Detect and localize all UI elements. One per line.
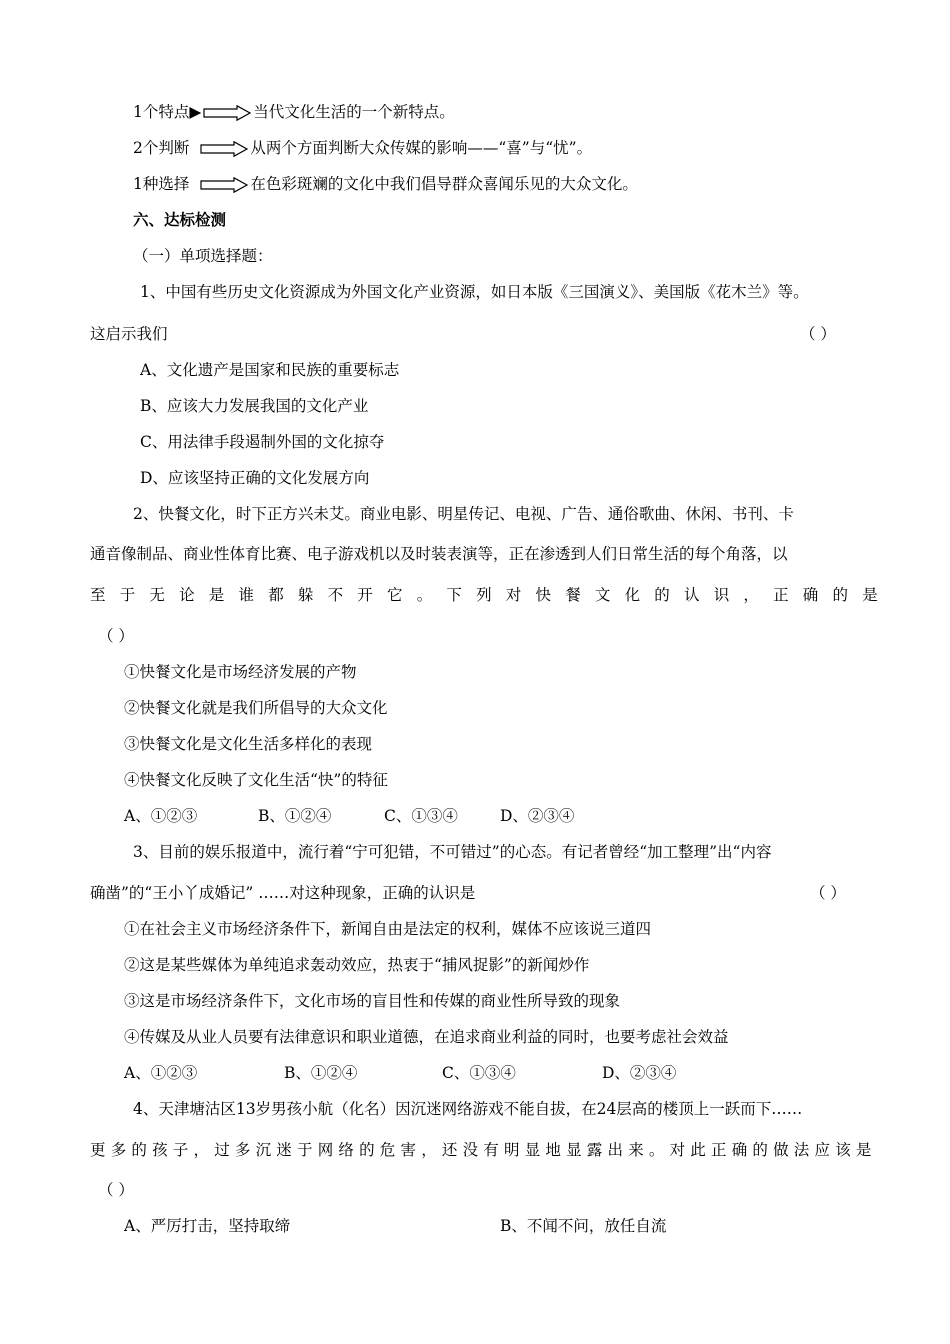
q3-choice-b: B、①②④ bbox=[284, 1064, 358, 1082]
q3-choice-d: D、②③④ bbox=[602, 1064, 677, 1082]
q2-choice-c: C、①③④ bbox=[384, 807, 458, 825]
q2-answer-blank: （ ） bbox=[98, 627, 134, 645]
q2-choice-a: A、①②③ bbox=[124, 807, 198, 825]
q3-line-1: 3、目前的娱乐报道中，流行着“宁可犯错，不可错过”的心态。有记者曾经“加工整理”出“内容 bbox=[133, 843, 772, 861]
hollow-arrow-icon bbox=[203, 105, 251, 121]
q2-statement-1: ①快餐文化是市场经济发展的产物 bbox=[124, 663, 357, 681]
q3-statement-1: ①在社会主义市场经济条件下，新闻自由是法定的权利，媒体不应该说三道四 bbox=[124, 920, 652, 938]
summary-line-1 bbox=[133, 102, 455, 122]
q3-choice-c: C、①③④ bbox=[442, 1064, 516, 1082]
q3-answer-blank: （ ） bbox=[810, 884, 846, 902]
q4-line-2: 更多的孩子，过多沉迷于网络的危害，还没有明显地显露出来。对此正确的做法应该是 bbox=[90, 1141, 877, 1159]
section-title: 六、达标检测 bbox=[133, 210, 227, 229]
summary-text: 在色彩斑斓的文化中我们倡导群众喜闻乐见的大众文化。 bbox=[250, 175, 638, 193]
q2-statement-2: ②快餐文化就是我们所倡导的大众文化 bbox=[124, 699, 388, 717]
q4-line-1: 4、天津塘沽区13岁男孩小航（化名）因沉迷网络游戏不能自拔，在24层高的楼顶上一跃而下…… bbox=[133, 1100, 803, 1118]
q2-statement-4: ④快餐文化反映了文化生活“快”的特征 bbox=[124, 771, 388, 789]
hollow-arrow-icon bbox=[200, 141, 248, 157]
q2-statement-3: ③快餐文化是文化生活多样化的表现 bbox=[124, 735, 373, 753]
q2-line-2: 通音像制品、商业性体育比赛、电子游戏机以及时装表演等，正在渗透到人们日常生活的每个角落，以 bbox=[90, 545, 788, 563]
subsection-title: （一）单项选择题： bbox=[133, 247, 273, 265]
q3-statement-2: ②这是某些媒体为单纯追求轰动效应，热衷于“捕风捉影”的新闻炒作 bbox=[124, 956, 590, 974]
q4-option-a: A、严厉打击，坚持取缔 bbox=[124, 1217, 291, 1235]
q3-statement-3: ③这是市场经济条件下，文化市场的盲目性和传媒的商业性所导致的现象 bbox=[124, 992, 621, 1010]
q2-line-1: 2、快餐文化，时下正方兴未艾。商业电影、明星传记、电视、广告、通俗歌曲、休闲、书刊、卡 bbox=[133, 505, 794, 523]
q1-option-c: C、用法律手段遏制外国的文化掠夺 bbox=[140, 433, 385, 451]
q3-statement-4: ④传媒及从业人员要有法律意识和职业道德，在追求商业利益的同时，也要考虑社会效益 bbox=[124, 1028, 729, 1046]
summary-label: 1种选择 bbox=[133, 175, 190, 193]
q3-choice-a: A、①②③ bbox=[124, 1064, 198, 1082]
summary-text: 当代文化生活的一个新特点。 bbox=[253, 103, 455, 121]
q1-line-1: 1、中国有些历史文化资源成为外国文化产业资源，如日本版《三国演义》、美国版《花木兰》等。 bbox=[140, 283, 809, 301]
summary-line-2 bbox=[133, 138, 592, 158]
q1-option-b: B、应该大力发展我国的文化产业 bbox=[140, 397, 369, 415]
q1-answer-blank: （ ） bbox=[800, 325, 836, 343]
summary-text: 从两个方面判断大众传媒的影响——“喜”与“忧”。 bbox=[250, 139, 593, 157]
summary-line-3 bbox=[133, 174, 638, 194]
summary-label: 1个特点▶ bbox=[133, 103, 202, 121]
q1-line-2: 这启示我们 bbox=[90, 325, 168, 343]
q1-option-a: A、文化遗产是国家和民族的重要标志 bbox=[140, 361, 400, 379]
q2-choice-b: B、①②④ bbox=[258, 807, 332, 825]
q4-answer-blank: （ ） bbox=[98, 1181, 134, 1199]
q2-choice-d: D、②③④ bbox=[500, 807, 575, 825]
hollow-arrow-icon bbox=[200, 177, 248, 193]
q1-option-d: D、应该坚持正确的文化发展方向 bbox=[140, 469, 370, 487]
q3-line-2: 确凿”的“王小丫成婚记” ……对这种现象，正确的认识是 bbox=[90, 884, 476, 902]
summary-label: 2个判断 bbox=[133, 139, 190, 157]
q2-line-3: 至于无论是谁都躲不开它。下列对快餐文化的认识，正确的是 bbox=[90, 586, 892, 604]
q4-option-b: B、不闻不问，放任自流 bbox=[500, 1217, 667, 1235]
